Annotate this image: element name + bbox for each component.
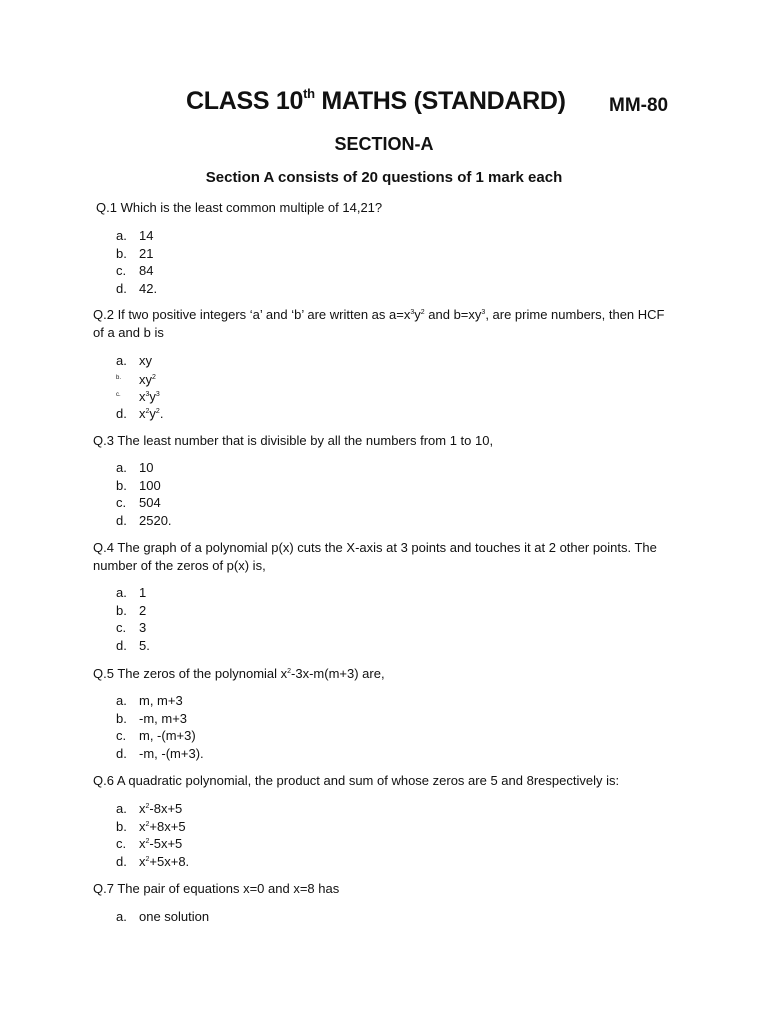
title-part-1: CLASS 10 <box>186 87 304 115</box>
question-4-options <box>116 584 150 654</box>
option-marker: a. <box>116 801 127 816</box>
option <box>116 619 150 637</box>
option-marker: a. <box>116 460 127 475</box>
option-marker: a. <box>116 228 127 243</box>
question-3-options <box>116 459 172 529</box>
option-text: 3 <box>139 620 147 636</box>
section-subtitle: Section A consists of 20 questions of 1 mark each <box>205 169 563 186</box>
option-text: one solution <box>139 909 210 924</box>
option-exponent: 3 <box>145 391 150 399</box>
option-text: -m, -(m+3). <box>139 745 204 761</box>
option-rest: +5x+8. <box>149 853 190 869</box>
option <box>116 835 189 853</box>
option-marker: a. <box>116 693 127 708</box>
option-marker: b. <box>116 477 127 493</box>
option-base: x <box>139 836 146 852</box>
option <box>116 727 204 745</box>
option <box>116 459 172 477</box>
option <box>116 584 150 602</box>
question-2-text-d: , are prime numbers, then HCF of a and b is <box>93 307 665 340</box>
section-heading: SECTION-A <box>334 134 434 154</box>
title-superscript: th <box>303 86 315 101</box>
option-text: m, m+3 <box>139 693 183 708</box>
option-marker: b. <box>116 374 122 381</box>
max-marks: MM-80 <box>609 95 669 116</box>
option-marker: c. <box>116 263 127 279</box>
question-2-text-c: and b=xy <box>424 307 482 322</box>
option-marker: c. <box>116 728 127 744</box>
option-text: 5. <box>139 637 150 653</box>
option <box>116 245 157 263</box>
question-4: Q.4 The graph of a polynomial p(x) cuts the X-axis at 3 points and touches it at 2 other points. The number of the zeros of p(x) is, <box>93 540 657 573</box>
option <box>116 853 189 871</box>
option-exponent: 2 <box>145 820 150 828</box>
option-base: y <box>149 405 156 421</box>
option <box>116 710 204 728</box>
option <box>116 602 150 620</box>
option <box>116 692 204 710</box>
option <box>116 352 163 370</box>
question-6: Q.6 A quadratic polynomial, the product and sum of whose zeros are 5 and 8respectively is: <box>93 773 620 788</box>
option-tail: . <box>159 405 164 421</box>
option-text: 14 <box>139 228 154 243</box>
question-2-text-b: y <box>414 307 421 322</box>
question-5-text-a: Q.5 The zeros of the polynomial x <box>93 666 288 681</box>
option-marker: a. <box>116 909 127 924</box>
option-text: 84 <box>139 263 154 279</box>
option <box>116 512 172 530</box>
question-6-options <box>116 800 189 870</box>
option-base: xy <box>139 371 152 387</box>
option <box>116 370 163 388</box>
question-3: Q.3 The least number that is divisible by all the numbers from 1 to 10, <box>93 433 494 448</box>
option-exponent: 2 <box>155 407 160 415</box>
option-base: x <box>139 853 146 869</box>
option-exponent: 2 <box>145 803 150 810</box>
option-text: 2520. <box>139 512 172 528</box>
option-marker: d. <box>116 853 127 869</box>
option-exponent: 3 <box>155 391 160 399</box>
option-base: x <box>139 818 146 834</box>
q2-exponent-1: 3 <box>410 309 415 316</box>
option-rest: -5x+5 <box>149 836 183 852</box>
question-5-text-b: -3x-m(m+3) are, <box>291 666 385 681</box>
option-marker: c. <box>116 620 127 636</box>
option-marker: a. <box>116 353 127 368</box>
option-marker: b. <box>116 602 127 618</box>
option-text: 1 <box>139 585 147 600</box>
option-marker: a. <box>116 585 127 600</box>
option-text: -m, m+3 <box>139 710 188 726</box>
question-7-options <box>116 908 209 926</box>
option-marker: d. <box>116 280 127 296</box>
option-base: x <box>139 389 146 405</box>
option <box>116 818 189 836</box>
option-rest: +8x+5 <box>149 818 186 834</box>
option-base: y <box>149 389 156 405</box>
title-part-2: MATHS (STANDARD) <box>314 87 566 115</box>
question-5-options <box>116 692 204 762</box>
q2-exponent-3: 3 <box>481 309 486 316</box>
option-text: 2 <box>139 602 147 618</box>
option <box>116 387 163 405</box>
q2-exponent-2: 2 <box>420 309 425 316</box>
option-exponent: 2 <box>145 855 150 863</box>
question-1: Q.1 Which is the least common multiple of 14,21? <box>96 200 383 215</box>
option-marker: d. <box>116 745 127 761</box>
option-marker: d. <box>116 405 127 421</box>
option-text: 42. <box>139 280 158 296</box>
question-2-text-a: Q.2 If two positive integers ‘a’ and ‘b’ are written as a=x <box>93 307 411 322</box>
question-5 <box>93 665 673 683</box>
q5-exponent: 2 <box>287 668 292 675</box>
option-marker: c. <box>116 836 127 852</box>
option-text: 10 <box>139 460 154 475</box>
option-rest: -8x+5 <box>149 801 183 816</box>
option <box>116 800 189 818</box>
option-base: x <box>139 801 146 816</box>
question-7: Q.7 The pair of equations x=0 and x=8 has <box>93 881 340 896</box>
option <box>116 227 157 245</box>
option-exponent: 2 <box>145 838 150 846</box>
question-2 <box>93 306 673 342</box>
option-base: x <box>139 405 146 421</box>
option-marker: d. <box>116 637 127 653</box>
option-text: 100 <box>139 477 161 493</box>
option <box>116 262 157 280</box>
question-2-options <box>116 352 163 422</box>
option-marker: b. <box>116 710 127 726</box>
option-exponent: 2 <box>152 373 156 381</box>
page-title <box>186 86 566 116</box>
option-marker: c. <box>116 495 127 511</box>
question-1-options <box>116 227 157 297</box>
option <box>116 637 150 655</box>
option-text: m, -(m+3) <box>139 728 196 744</box>
option-text: xy <box>139 353 152 368</box>
option-marker: b. <box>116 818 127 834</box>
option-marker: d. <box>116 512 127 528</box>
option <box>116 745 204 763</box>
option <box>116 280 157 298</box>
option <box>116 405 163 423</box>
option-marker: c. <box>116 392 121 399</box>
option-text: 504 <box>139 495 161 511</box>
option <box>116 477 172 495</box>
option <box>116 494 172 512</box>
option <box>116 908 209 926</box>
option-marker: b. <box>116 245 127 261</box>
option-text: 21 <box>139 245 154 261</box>
option-exponent: 2 <box>145 407 150 415</box>
